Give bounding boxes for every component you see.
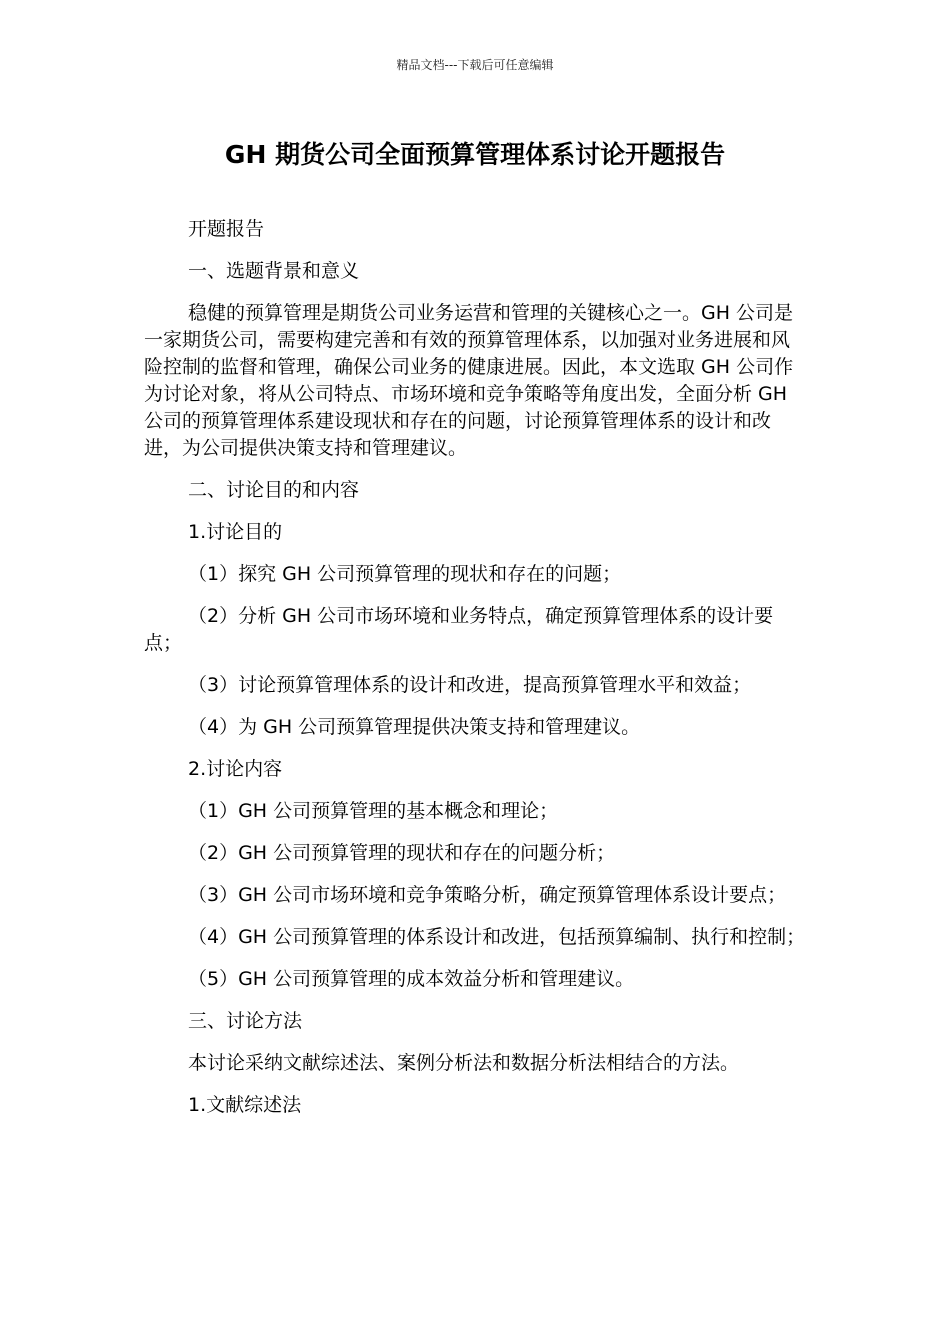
list-item: （3）讨论预算管理体系的设计和改进，提高预算管理水平和效益； xyxy=(188,674,752,696)
header-note: 精品文档---下载后可任意编辑 xyxy=(396,58,554,72)
paragraph-method: 本讨论采纳文献综述法、案例分析法和数据分析法相结合的方法。 xyxy=(188,1052,740,1074)
section-heading-3: 三、讨论方法 xyxy=(188,1010,303,1032)
paragraph-heading: 开题报告 xyxy=(188,218,265,240)
list-item: （1）探究 GH 公司预算管理的现状和存在的问题； xyxy=(188,563,622,585)
list-item: （5）GH 公司预算管理的成本效益分析和管理建议。 xyxy=(188,968,635,990)
subsection-heading-content: 2.讨论内容 xyxy=(188,758,283,780)
subsection-heading-purpose: 1.讨论目的 xyxy=(188,521,283,543)
list-item: （2）分析 GH 公司市场环境和业务特点，确定预算管理体系的设计要点； xyxy=(144,605,774,654)
document-body xyxy=(144,216,808,1134)
section-heading-1: 一、选题背景和意义 xyxy=(188,260,360,282)
list-item: （3）GH 公司市场环境和竞争策略分析，确定预算管理体系设计要点； xyxy=(188,884,787,906)
section-heading-2: 二、讨论目的和内容 xyxy=(188,479,360,501)
list-item: （4）GH 公司预算管理的体系设计和改进，包括预算编制、执行和控制； xyxy=(188,926,806,948)
document-title: GH 期货公司全面预算管理体系讨论开题报告 xyxy=(224,140,726,169)
subsection-heading-literature: 1.文献综述法 xyxy=(188,1094,302,1116)
list-item: （2）GH 公司预算管理的现状和存在的问题分析； xyxy=(188,842,616,864)
list-item: （4）为 GH 公司预算管理提供决策支持和管理建议。 xyxy=(188,716,641,738)
paragraph-background: 稳健的预算管理是期货公司业务运营和管理的关键核心之一。GH 公司是一家期货公司，需要构建完善和有效的预算管理体系，以加强对业务进展和风险控制的监督和管理，确保公司业务的健康进展。因此，本文选取 GH 公司作为讨论对象，将从公司特点、市场环境和竞争策略等角度出发，全面分析 GH 公司的预算管理体系建设现状和存在的问题，讨论预算管理体系的设计和改进，为公司提供决策支持和管理建议。 xyxy=(144,302,794,459)
list-item: （1）GH 公司预算管理的基本概念和理论； xyxy=(188,800,559,822)
